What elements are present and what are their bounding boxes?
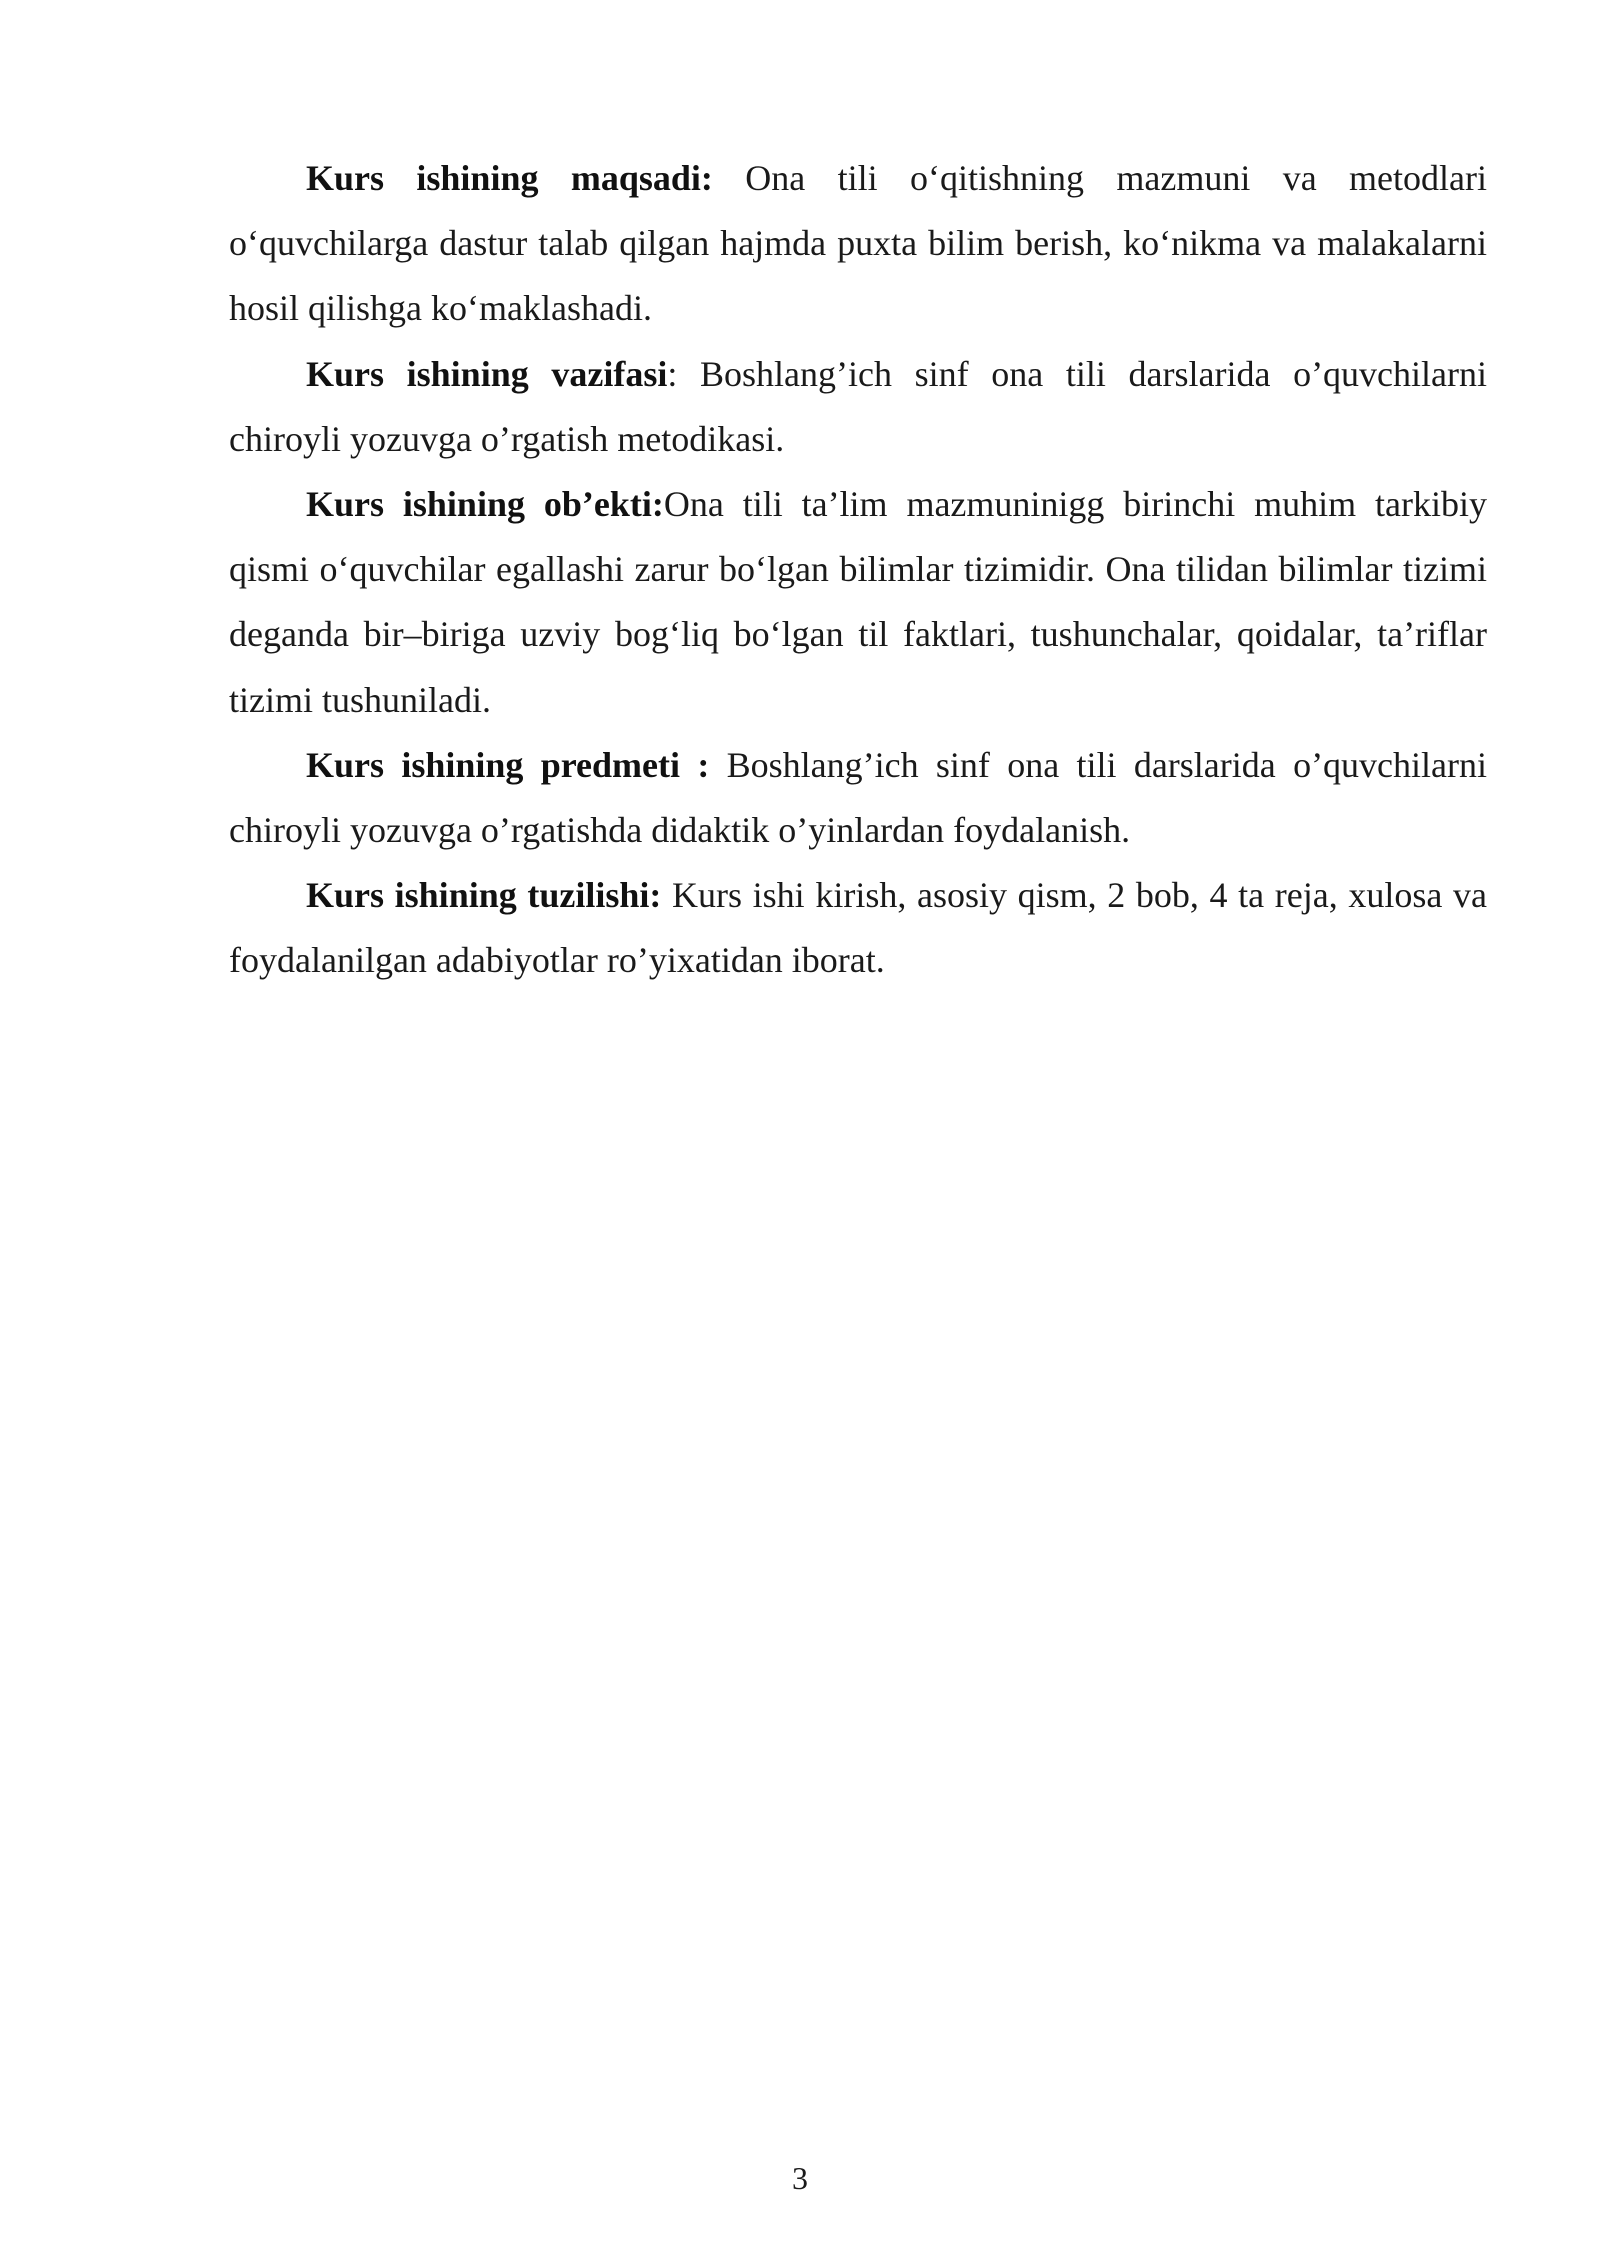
paragraph-text: Kurs ishi kirish, asosiy qism, 2 bob, 4 ta reja, xulosa va foydalanilgan adabiyotlar ro’yixatidan iborat. [229, 875, 1487, 981]
paragraph-vazifasi [229, 342, 1487, 472]
paragraph-heading: Kurs ishining ob’ekti: [306, 484, 664, 525]
paragraph-predmeti [229, 733, 1487, 863]
paragraph-text: Ona tili o‘qitishning mazmuni va metodlari o‘quvchilarga dastur talab qilgan hajmda puxta bilim berish, ko‘nikma va malakalarni hosil qilishga ko‘maklashadi. [229, 158, 1487, 329]
paragraph-tuzilishi [229, 863, 1487, 993]
page-number: 3 [792, 2160, 808, 2196]
paragraph-obekti [229, 472, 1487, 733]
paragraph-heading: Kurs ishining predmeti : [306, 744, 710, 785]
paragraph-maqsadi [229, 146, 1487, 342]
paragraph-text: Boshlang’ich sinf ona tili darslarida o’quvchilarni chiroyli yozuvga o’rgatishda didaktik o’yinlardan foydalanish. [229, 744, 1488, 851]
paragraph-heading: Kurs ishining tuzilishi: [306, 875, 662, 916]
paragraph-heading: Kurs ishining vazifasi [306, 353, 668, 394]
paragraph-heading: Kurs ishining maqsadi: [306, 158, 713, 198]
paragraph-text: Ona tili ta’lim mazmuninigg birinchi muhim tarkibiy qismi o‘quvchilar egallashi zarur bo‘lgan bilimlar tizimidir. Ona tilidan bilimlar tizimi deganda bir–biriga uzviy bog‘liq bo‘lgan til faktlari, tushunchalar, qoidalar, ta’riflar tizimi tushuniladi. [229, 484, 1487, 720]
document-body [229, 146, 1487, 994]
paragraph-text: : Boshlang’ich sinf ona tili darslarida o’quvchilarni chiroyli yozuvga o’rgatish metodikasi. [229, 353, 1488, 459]
